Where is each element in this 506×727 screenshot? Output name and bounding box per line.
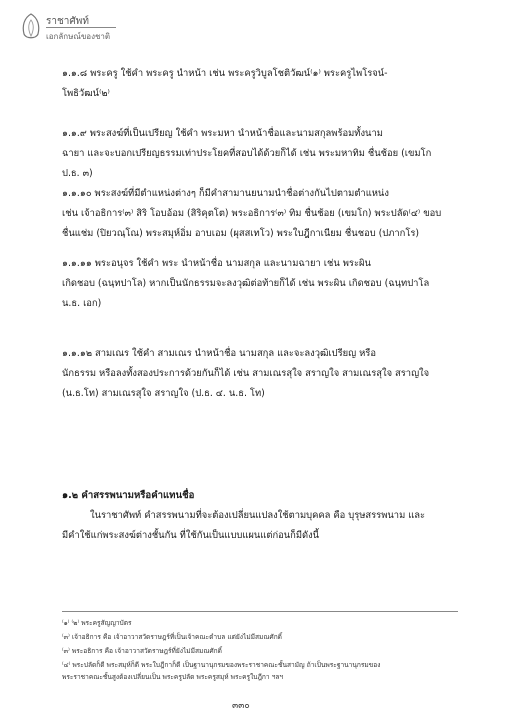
section-heading: ๑.๒ คำสรรพนามหรือคำแทนชื่อ — [62, 490, 195, 501]
paragraph-line: ชื่นแช่ม (ปิยวณฺโณ) พระสมุห์อิ่ม อาบเอม (ผุสสเทโว) พระใบฎีกาเนียม ชื่นชอบ (ปภากโร) — [62, 228, 420, 239]
paragraph-1-1-8 — [62, 64, 454, 104]
footnote: ⁽๓⁾ พระอธิการ คือ เจ้าอาวาสวัดราษฎร์ที่ยังไม่มีสมณศักดิ์ — [62, 647, 222, 655]
header-rule — [46, 27, 116, 28]
paragraph-1-1-10 — [62, 184, 454, 244]
header-subtitle: เอกลักษณ์ของชาติ — [46, 32, 111, 41]
paragraph-line: โพธิวัฒน์⁽๒⁾ — [62, 88, 110, 99]
paragraph-line: ป.ธ. ๓) — [62, 168, 93, 179]
header-title: ราชาศัพท์ — [46, 16, 89, 27]
page-header — [18, 8, 128, 48]
paragraph-1-1-11 — [62, 254, 454, 314]
paragraph-1-1-9 — [62, 124, 454, 184]
paragraph-line: (น.ธ.โท) สามเณรสุใจ สราญใจ (ป.ธ. ๔. น.ธ. โท) — [62, 388, 265, 399]
paragraph-1-1-12 — [62, 344, 454, 404]
paragraph-line: ๑.๑.๑๐ พระสงฆ์ที่มีตำแหน่งต่างๆ ก็มีคำสามานยนามนำชื่อต่างกันไปตามตำแหน่ง — [62, 188, 389, 199]
paragraph-line: ๑.๑.๑๑ พระอนุจร ใช้คำ พระ นำหน้าชื่อ นามสกุล และนามฉายา เช่น พระผิน — [62, 258, 371, 269]
footnote: ⁽๑⁾ ⁽๒⁾ พระครูสัญญาบัตร — [62, 619, 132, 627]
section-paragraph — [62, 506, 454, 546]
footnote-divider — [62, 611, 458, 612]
footnote: ⁽๔⁾ พระปลัดก็ดี พระสมุห์ก็ดี พระใบฎีกาก็ดี เป็นฐานานุกรมของพระราชาคณะชั้นสามัญ ถ้าเป็นพระฐานานุกรมของ — [62, 661, 381, 669]
paragraph-line: ๑.๑.๑๒ สามเณร ใช้คำ สามเณร นำหน้าชื่อ นามสกุล และจะลงวุฒิเปรียญ หรือ — [62, 348, 376, 359]
paragraph-line: น.ธ. เอก) — [62, 298, 102, 309]
paragraph-line: ๑.๑.๘ พระครู ใช้คำ พระครู นำหน้า เช่น พระครูวิบูลโชติวัฒน์⁽๑⁾ พระครูไพโรจน์- — [62, 68, 388, 79]
paragraph-line: ฉายา และจะบอกเปรียญธรรมเท่าประโยคที่สอบได้ด้วยก็ได้ เช่น พระมหาทิม ชื่นช้อย (เขมโก — [62, 148, 432, 159]
paragraph-line: เกิดชอบ (ฉนฺทปาโล) หากเป็นนักธรรมจะลงวุฒิต่อท้ายก็ได้ เช่น พระผิน เกิดชอบ (ฉนฺทปาโล — [62, 278, 430, 289]
paragraph-line: ๑.๑.๙ พระสงฆ์ที่เป็นเปรียญ ใช้คำ พระมหา นำหน้าชื่อและนามสกุลพร้อมทั้งนาม — [62, 128, 383, 139]
page-number: ๓๓๐ — [232, 701, 250, 711]
footnote: พระราชาคณะชั้นสูงต้องเปลี่ยนเป็น พระครูปลัด พระครูสมุห์ พระครูใบฎีกา ฯลฯ — [62, 673, 284, 681]
paragraph-line: เช่น เจ้าอธิการ⁽๓⁾ สิริ โอบอ้อม (สิริคุตโต) พระอธิการ⁽๓⁾ ทิม ชื่นช้อย (เขมโก) พระปลัด⁽๔⁾ ขอบ — [62, 208, 442, 219]
paragraph-line: มีคำใช้แก่พระสงฆ์ต่างชั้นกัน ที่ใช้กันเป็นแบบแผนแต่ก่อนก็มีดังนี้ — [62, 530, 320, 541]
paragraph-line: ในราชาศัพท์ คำสรรพนามที่จะต้องเปลี่ยนแปลงใช้ตามบุคคล คือ บุรุษสรรพนาม และ — [90, 510, 426, 521]
footnote: ⁽๓⁾ เจ้าอธิการ คือ เจ้าอาวาสวัดราษฎร์ที่เป็นเจ้าคณะตำบล แต่ยังไม่มีสมณศักดิ์ — [62, 633, 282, 641]
emblem-icon — [18, 12, 44, 42]
paragraph-line: นักธรรม หรือลงทั้งสองประการด้วยกันก็ได้ เช่น สามเณรสุใจ สราญใจ สามเณรสุใจ สราญใจ — [62, 368, 430, 379]
